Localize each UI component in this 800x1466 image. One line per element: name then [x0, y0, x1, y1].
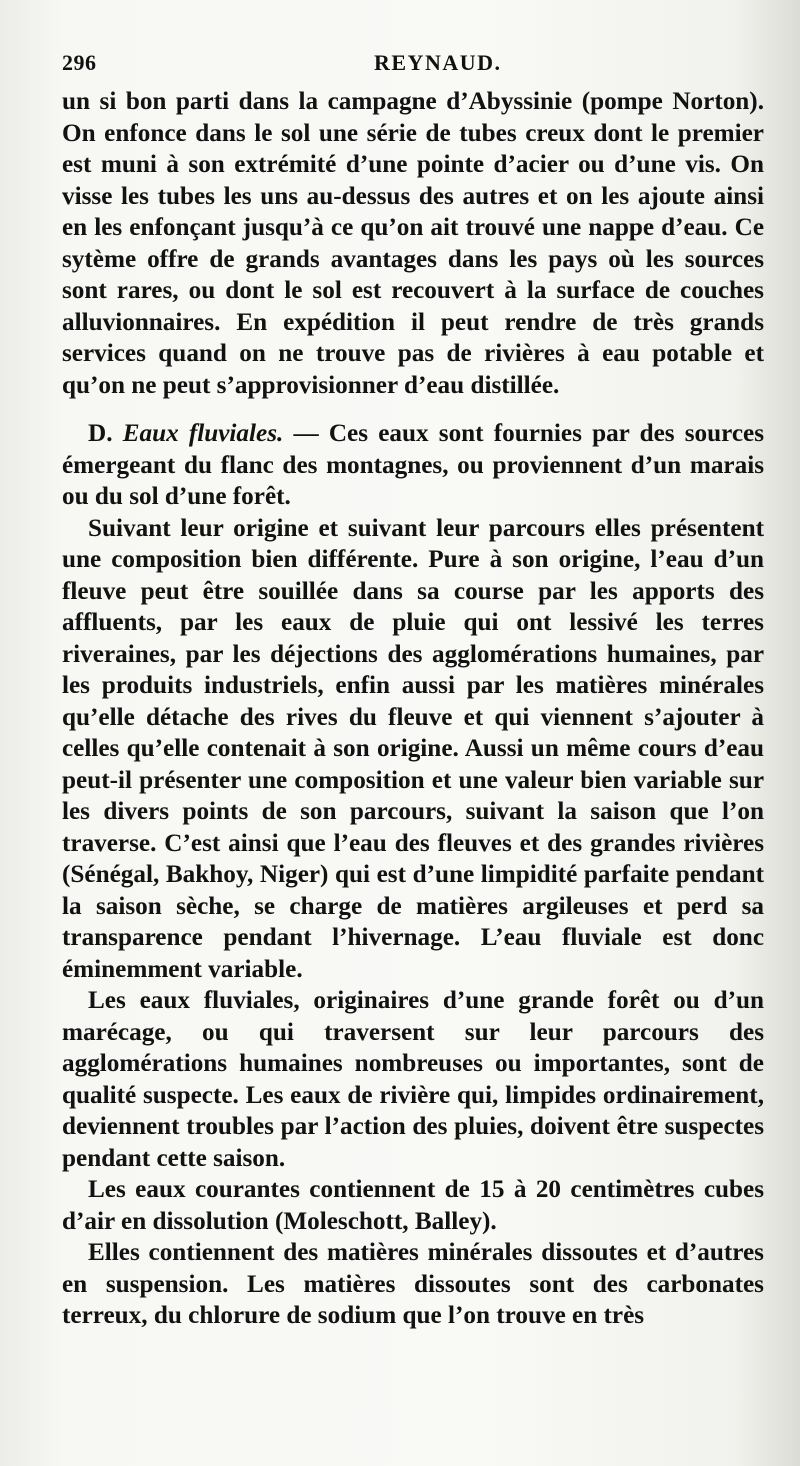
section-paragraph [62, 418, 764, 513]
paragraph: Les eaux courantes contiennent de 15 à 20 centimètres cubes d’air en dissolution (Moleschott, Balley). [62, 1176, 764, 1235]
section-label: D. [88, 420, 113, 447]
paragraph: Suivant leur origine et suivant leur parcours elles présentent une composition bien différente. Pure à son origine, l’eau d’un fleuve peut être souillée dans sa course par les apports des affluents, par les eaux de pluie qui ont lessivé les terres riveraines, par les déjections des agglomérations humaines, par les produits industriels, enfin aussi par les matières minérales qu’elle détache des rives du fleuve et qui viennent s’ajouter à celles qu’elle contenait à son origine. Aussi un même cours d’eau peut-il présenter une composition et une valeur bien variable sur les divers points de son parcours, suivant la saison que l’on traverse. C’est ainsi que l’eau des fleuves et des grandes rivières (Sénégal, Bakhoy, Niger) qui est d’une limpidité parfaite pendant la saison sèche, se charge de matières argileuses et perd sa transparence pendant l’hivernage. L’eau fluviale est donc éminemment variable. [62, 514, 764, 983]
paragraph: Les eaux fluviales, originaires d’une grande forêt ou d’un marécage, ou qui traversent sur leur parcours des agglomérations humaines nombreuses ou importantes, sont de qualité suspecte. Les eaux de rivière qui, limpides ordinairement, deviennent troubles par l’action des pluies, doivent être suspectes pendant cette saison. [62, 987, 764, 1172]
running-head: REYNAUD. [374, 50, 502, 75]
section-title: Eaux fluviales. [122, 420, 284, 447]
body-text [62, 86, 764, 1332]
paragraph: Elles contiennent des matières minérales dissoutes et d’autres en suspension. Les matières dissoutes sont des carbonates terreux, du chlorure de sodium que l’on trouve en très [62, 1239, 764, 1329]
paragraph-continued: un si bon parti dans la campagne d’Abyssinie (pompe Norton). On enfonce dans le sol une série de tubes creux dont le premier est muni à son extrémité d’une pointe d’acier ou d’une vis. On visse les tubes les uns au-dessus des autres et on les ajoute ainsi en les enfonçant jusqu’à ce qu’on ait trouvé une nappe d’eau. Ce sytème offre de grands avantages dans les pays où les sources sont rares, ou dont le sol est recouvert à la surface de couches alluvionnaires. En expédition il peut rendre de très grands services quand on ne trouve pas de rivières à eau potable et qu’on ne peut s’approvisionner d’eau distillée. [62, 88, 764, 399]
page-number: 296 [62, 50, 97, 75]
page-header [62, 46, 762, 80]
section-text: — Ces eaux sont fournies par des sources émergeant du flanc des montagnes, ou proviennent d’un marais ou du sol d’une forêt. [62, 420, 765, 510]
